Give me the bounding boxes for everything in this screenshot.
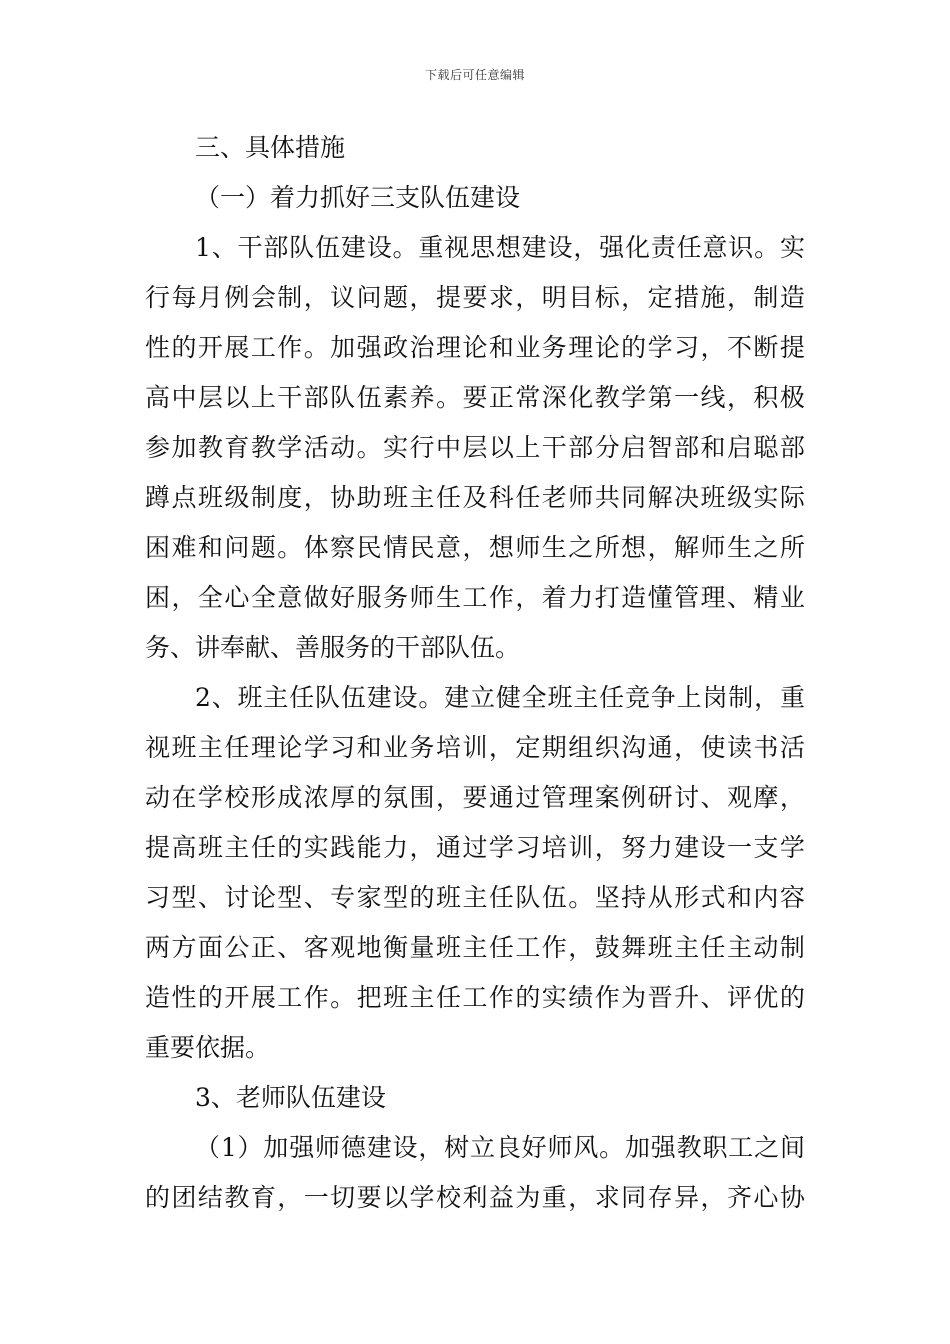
paragraph-line: 高 中 层 以 上 干 部 队 伍 素 养 。 要 正 常 深 化 教 学 第 一 线 ， 积 极 [145,383,805,412]
paragraph-line: 视 班 主 任 理 论 学 习 和 业 务 培 训 ， 定 期 组 织 沟 通 ， 使 读 书 活 [145,733,805,762]
paragraph-line: 习 型 、 讨 论 型 、 专 家 型 的 班 主 任 队 伍 。 坚 持 从 形 式 和 内 容 [145,883,805,912]
paragraph-line: 行 每 月 例 会 制 ， 议 问 题 ， 提 要 求 ， 明 目 标 ， 定 措 施 ， 制 造 [145,283,805,312]
paragraph-line: 困 难 和 问 题 。 体 察 民 情 民 意 ， 想 师 生 之 所 想 ， 解 师 生 之 所 [145,533,805,562]
subsection-heading: 3、老师队伍建设 [195,1083,386,1112]
subsection-heading: （一）着力抓好三支队伍建设 [195,183,521,212]
section-heading: 三、具体措施 [195,133,346,162]
paragraph-line: 性 的 开 展 工 作 。 加 强 政 治 理 论 和 业 务 理 论 的 学 习 ， 不 断 提 [145,333,805,362]
paragraph-line: （ 1 ） 加 强 师 德 建 设 ， 树 立 良 好 师 风 。 加 强 教 职 工 之 间 [195,1133,805,1162]
paragraph-line: 蹲 点 班 级 制 度 ， 协 助 班 主 任 及 科 任 老 师 共 同 解 决 班 级 实 际 [145,483,805,512]
paragraph-line: 两 方 面 公 正 、 客 观 地 衡 量 班 主 任 工 作 ， 鼓 舞 班 主 任 主 动 制 [145,933,805,962]
paragraph-line: 困 ， 全 心 全 意 做 好 服 务 师 生 工 作 ， 着 力 打 造 懂 管 理 、 精 业 [145,583,805,612]
paragraph-line: 重要依据。 [145,1033,271,1062]
paragraph-line: 提 高 班 主 任 的 实 践 能 力 ， 通 过 学 习 培 训 ， 努 力 建 设 一 支 学 [145,833,805,862]
paragraph-line: 务、讲奉献、善服务的干部队伍。 [145,633,521,662]
page-header: 下载后可任意编辑 [424,68,525,82]
paragraph-line: 参 加 教 育 教 学 活 动 。 实 行 中 层 以 上 干 部 分 启 智 部 和 启 聪 部 [145,433,805,462]
paragraph-line: 1 、 干 部 队 伍 建 设 。 重 视 思 想 建 设 ， 强 化 责 任 意 识 。 实 [195,233,805,262]
paragraph-line: 造 性 的 开 展 工 作 。 把 班 主 任 工 作 的 实 绩 作 为 晋 升 、 评 优 的 [145,983,805,1012]
paragraph-line: 的 团 结 教 育 ， 一 切 要 以 学 校 利 益 为 重 ， 求 同 存 异 ， 齐 心 协 [145,1183,805,1212]
paragraph-line: 2 、 班 主 任 队 伍 建 设 。 建 立 健 全 班 主 任 竞 争 上 岗 制 ， 重 [195,683,805,712]
paragraph-line: 动 在 学 校 形 成 浓 厚 的 氛 围 ， 要 通 过 管 理 案 例 研 讨 、 观 摩 ， [145,783,805,812]
